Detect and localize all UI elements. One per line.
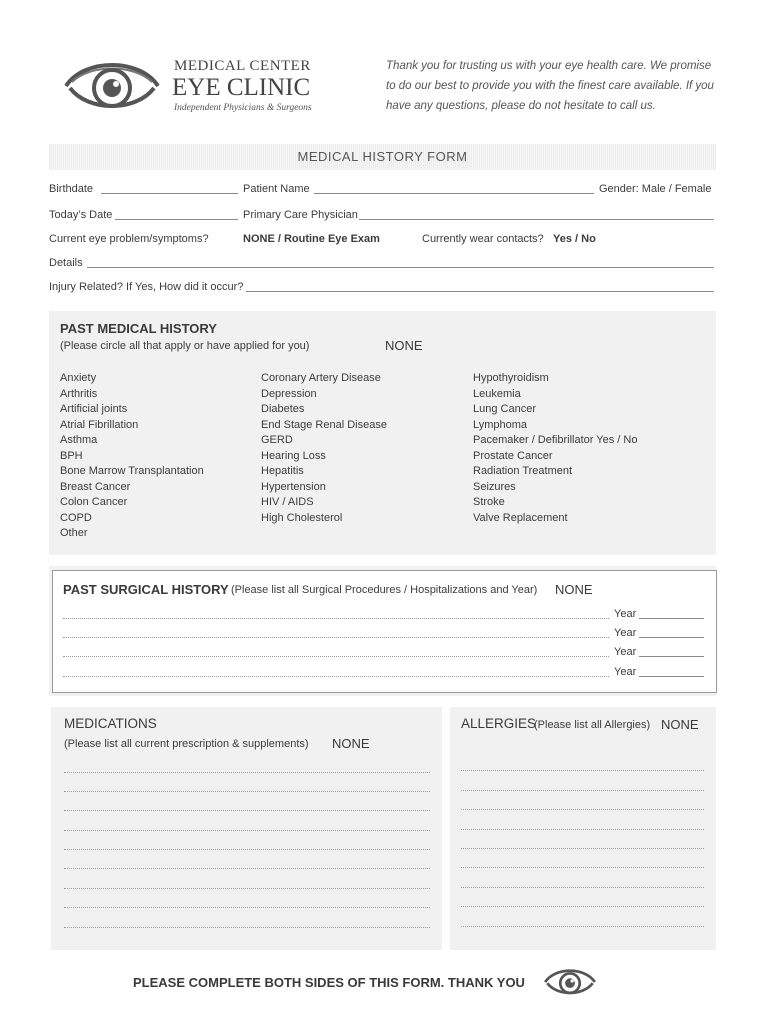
medication-line[interactable]	[64, 830, 430, 831]
allergies-title: ALLERGIES	[461, 716, 537, 731]
surgery-line[interactable]	[63, 656, 609, 657]
clinic-name-line2: EYE CLINIC	[172, 74, 311, 101]
condition-item[interactable]: Depression	[261, 387, 317, 400]
condition-item[interactable]: Lung Cancer	[473, 403, 536, 415]
allergy-line[interactable]	[461, 906, 704, 907]
allergies-none[interactable]: NONE	[661, 717, 699, 732]
patient-name-label: Patient Name	[243, 183, 310, 195]
surgery-line[interactable]	[63, 618, 609, 619]
past-surgical-none[interactable]: NONE	[555, 582, 593, 597]
condition-item[interactable]: Hypertension	[261, 480, 326, 493]
injury-label: Injury Related? If Yes, How did it occur?	[49, 281, 244, 293]
medications-none[interactable]: NONE	[332, 736, 370, 751]
year-label: Year	[614, 627, 637, 639]
medication-line[interactable]	[64, 888, 430, 889]
condition-item[interactable]: Colon Cancer	[60, 496, 128, 508]
conditions-col-3	[473, 371, 637, 526]
year-label: Year	[614, 646, 637, 658]
year-label: Year	[614, 608, 637, 620]
condition-item[interactable]: Diabetes	[261, 403, 305, 415]
thank-you-line: have any questions, please do not hesitate to call us.	[386, 100, 656, 112]
patient-name-field[interactable]	[314, 193, 594, 194]
thank-you-line: to do our best to provide you with the finest care available. If you	[386, 80, 714, 92]
conditions-col-2	[261, 371, 387, 526]
allergy-line[interactable]	[461, 887, 704, 888]
condition-item[interactable]: Leukemia	[473, 387, 521, 400]
past-medical-none[interactable]: NONE	[385, 338, 423, 353]
thank-you-line: Thank you for trusting us with your eye health care. We promise	[386, 60, 712, 72]
current-problem-value[interactable]: NONE / Routine Eye Exam	[243, 233, 380, 245]
details-label: Details	[49, 257, 83, 269]
todays-date-label: Today’s Date	[49, 209, 113, 221]
condition-item[interactable]: Valve Replacement	[473, 511, 568, 524]
condition-item[interactable]: GERD	[261, 434, 293, 446]
medication-line[interactable]	[64, 907, 430, 908]
medication-line[interactable]	[64, 772, 430, 773]
condition-item[interactable]: HIV / AIDS	[261, 496, 314, 508]
condition-item[interactable]: Coronary Artery Disease	[261, 372, 381, 384]
footer-eye-icon	[543, 961, 597, 1001]
past-surgical-subtitle: (Please list all Surgical Procedures / Hospitalizations and Year)	[231, 584, 538, 596]
eye-logo-icon	[62, 52, 162, 116]
condition-item[interactable]: Atrial Fibrillation	[60, 418, 139, 431]
pcp-field[interactable]	[359, 219, 714, 220]
footer-message: PLEASE COMPLETE BOTH SIDES OF THIS FORM. THANK YOU	[133, 975, 525, 990]
condition-item[interactable]: Artificial joints	[60, 403, 128, 415]
year-field[interactable]	[639, 618, 704, 619]
condition-item[interactable]: Arthritis	[60, 387, 98, 400]
allergy-line[interactable]	[461, 770, 704, 771]
condition-item[interactable]: Seizures	[473, 480, 516, 493]
clinic-tagline: Independent Physicians & Surgeons	[174, 103, 312, 113]
allergy-line[interactable]	[461, 809, 704, 810]
condition-item[interactable]: Asthma	[60, 434, 98, 446]
surgery-line[interactable]	[63, 676, 609, 677]
allergy-line[interactable]	[461, 926, 704, 927]
year-label: Year	[614, 666, 637, 678]
condition-item[interactable]: Anxiety	[60, 372, 97, 384]
condition-item[interactable]: Lymphoma	[473, 418, 528, 431]
condition-item[interactable]: Pacemaker / Defibrillator Yes / No	[473, 434, 638, 446]
thank-you-message	[386, 56, 714, 116]
surgery-line[interactable]	[63, 637, 609, 638]
condition-item[interactable]: High Cholesterol	[261, 511, 343, 524]
medication-line[interactable]	[64, 868, 430, 869]
condition-item[interactable]: Hepatitis	[261, 465, 304, 477]
allergies-subtitle: (Please list all Allergies)	[534, 719, 651, 731]
condition-item[interactable]: Bone Marrow Transplantation	[60, 465, 204, 477]
year-field[interactable]	[639, 656, 704, 657]
allergy-line[interactable]	[461, 848, 704, 849]
condition-item[interactable]: Other	[60, 527, 88, 539]
medication-line[interactable]	[64, 791, 430, 792]
form-title: MEDICAL HISTORY FORM	[297, 149, 468, 164]
pcp-label: Primary Care Physician	[243, 209, 358, 221]
contacts-label: Currently wear contacts?	[422, 233, 544, 245]
condition-item[interactable]: Hypothyroidism	[473, 372, 549, 384]
current-problem-label: Current eye problem/symptoms?	[49, 233, 209, 245]
clinic-logo	[62, 52, 162, 116]
medications-subtitle: (Please list all current prescription & supplements)	[64, 738, 309, 750]
medication-line[interactable]	[64, 927, 430, 928]
birthdate-label: Birthdate	[49, 183, 94, 195]
contacts-value[interactable]: Yes / No	[553, 233, 596, 245]
medication-line[interactable]	[64, 810, 430, 811]
condition-item[interactable]: BPH	[60, 449, 83, 462]
gender-label[interactable]: Gender: Male / Female	[599, 183, 712, 195]
medication-line[interactable]	[64, 849, 430, 850]
conditions-col-1	[60, 371, 204, 542]
injury-field[interactable]	[246, 291, 714, 292]
past-medical-subtitle: (Please circle all that apply or have applied for you)	[60, 340, 310, 352]
condition-item[interactable]: Prostate Cancer	[473, 449, 553, 462]
past-surgical-title: PAST SURGICAL HISTORY	[63, 582, 229, 597]
condition-item[interactable]: Stroke	[473, 496, 505, 508]
year-field[interactable]	[639, 637, 704, 638]
allergy-line[interactable]	[461, 867, 704, 868]
clinic-name-line1: MEDICAL CENTER	[174, 58, 311, 74]
allergy-line[interactable]	[461, 790, 704, 791]
condition-item[interactable]: Breast Cancer	[60, 480, 131, 493]
condition-item[interactable]: Hearing Loss	[261, 449, 326, 462]
todays-date-field[interactable]	[115, 219, 238, 220]
condition-item[interactable]: COPD	[60, 511, 92, 524]
past-medical-title: PAST MEDICAL HISTORY	[60, 321, 217, 336]
condition-item[interactable]: End Stage Renal Disease	[261, 418, 387, 431]
birthdate-field[interactable]	[101, 193, 238, 194]
condition-item[interactable]: Radiation Treatment	[473, 465, 573, 477]
medications-title: MEDICATIONS	[64, 716, 157, 731]
year-field[interactable]	[639, 676, 704, 677]
allergy-line[interactable]	[461, 829, 704, 830]
details-field[interactable]	[87, 267, 714, 268]
